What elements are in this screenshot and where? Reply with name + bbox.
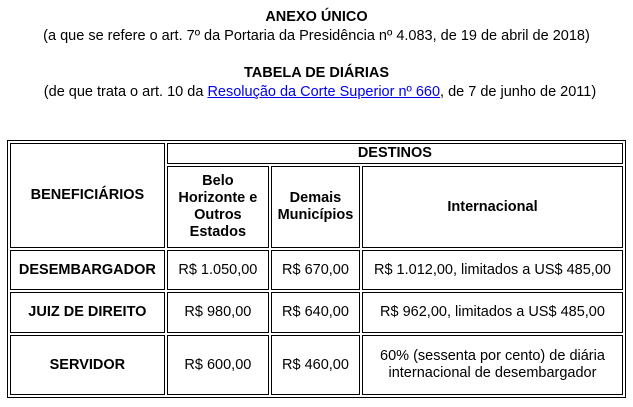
table-reference [20, 84, 620, 101]
table-row [10, 250, 623, 291]
beneficiary-cell: SERVIDOR [10, 335, 165, 395]
column-demais-header: Demais Municípios [271, 166, 360, 247]
demais-value-cell: R$ 670,00 [271, 250, 360, 291]
table-reference-prefix: (de que trata o art. 10 da [43, 84, 208, 100]
internacional-value-cell: R$ 962,00, limitados a US$ 485,00 [362, 292, 623, 333]
resolution-link[interactable]: Resolução da Corte Superior nº 660 [207, 84, 441, 100]
annex-reference: (a que se refere o art. 7º da Portaria da Presidência nº 4.083, de 19 de abril de 2018) [43, 28, 590, 44]
beneficiary-cell: DESEMBARGADOR [10, 250, 165, 291]
internacional-value-cell: 60% (sessenta por cento) de diária internacional de desembargador [362, 335, 623, 395]
column-internacional-header: Internacional [362, 166, 623, 247]
table-reference-suffix: , de 7 de junho de 2011) [440, 84, 597, 100]
destinations-header: DESTINOS [167, 143, 623, 164]
bh-value-cell: R$ 1.050,00 [167, 250, 269, 291]
beneficiary-cell: JUIZ DE DIREITO [10, 292, 165, 333]
column-bh-header: Belo Horizonte e Outros Estados [167, 166, 269, 247]
table-header-row [10, 143, 623, 164]
demais-value-cell: R$ 460,00 [271, 335, 360, 395]
bh-value-cell: R$ 600,00 [167, 335, 269, 395]
table-row [10, 335, 623, 395]
internacional-value-cell: R$ 1.012,00, limitados a US$ 485,00 [362, 250, 623, 291]
table-row [10, 292, 623, 333]
allowance-table [7, 140, 626, 398]
demais-value-cell: R$ 640,00 [271, 292, 360, 333]
beneficiaries-header: BENEFICIÁRIOS [10, 143, 165, 248]
bh-value-cell: R$ 980,00 [167, 292, 269, 333]
table-title: TABELA DE DIÁRIAS [244, 65, 389, 81]
annex-title: ANEXO ÚNICO [265, 9, 368, 25]
